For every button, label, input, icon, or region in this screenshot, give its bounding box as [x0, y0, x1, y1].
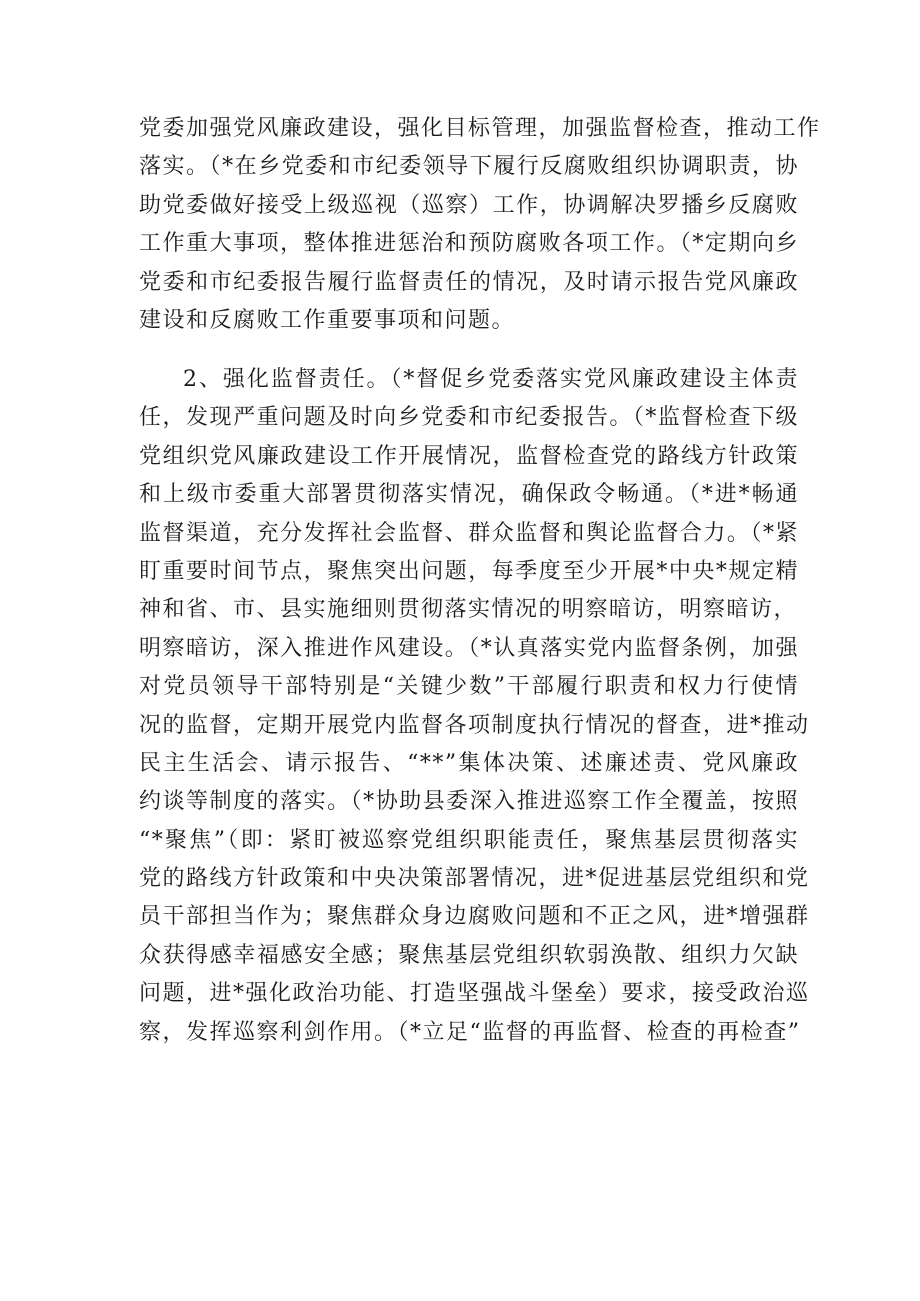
text-line: 况的监督，定期开展党内监督各项制度执行情况的督查，进*推动 — [139, 712, 810, 738]
text-line: 和上级市委重大部署贯彻落实情况，确保政令畅通。（*进*畅通 — [139, 482, 799, 508]
paragraph-2 — [139, 361, 810, 1052]
text-line: 助党委做好接受上级巡视（巡察）工作，协调解决罗播乡反腐败 — [139, 192, 799, 218]
text-line: 党组织党风廉政建设工作开展情况，监督检查党的路线方针政策 — [139, 443, 799, 469]
text-line: “*聚焦”（即：紧盯被巡察党组织职能责任，聚焦基层贯彻落实 — [139, 827, 799, 853]
text-line: 监督渠道，充分发挥社会监督、群众监督和舆论监督合力。（*紧 — [139, 520, 799, 546]
text-line: 员干部担当作为；聚焦群众身边腐败问题和不正之风，进*增强群 — [139, 904, 810, 930]
text-line: 民主生活会、请示报告、“**”集体决策、述廉述责、党风廉政 — [139, 750, 799, 776]
text-line: 建设和反腐败工作重要事项和问题。 — [139, 307, 516, 333]
text-line: 神和省、市、县实施细则贯彻落实情况的明察暗访，明察暗访， — [139, 597, 798, 623]
text-line: 党委加强党风廉政建设，强化目标管理，加强监督检查，推动工作 — [139, 116, 821, 141]
text-line: 任，发现严重问题及时向乡党委和市纪委报告。（*监督检查下级 — [139, 405, 799, 431]
paragraph-1 — [139, 110, 821, 340]
text-line: 问题，进*强化政治功能、打造坚强战斗堡垒）要求，接受政治巡 — [139, 981, 810, 1007]
text-line: 工作重大事项，整体推进惩治和预防腐败各项工作。（*定期向乡 — [139, 231, 799, 257]
text-line: 明察暗访，深入推进作风建设。（*认真落实党内监督条例，加强 — [139, 635, 799, 661]
text-line: 党委和市纪委报告履行监督责任的情况，及时请示报告党风廉政 — [139, 269, 799, 295]
text-line: 众获得感幸福感安全感；聚焦基层党组织软弱涣散、组织力欠缺 — [139, 942, 799, 968]
text-line: 盯重要时间节点，聚焦突出问题，每季度至少开展*中央*规定精 — [139, 558, 799, 584]
text-line: 约谈等制度的落实。（*协助县委深入推进巡察工作全覆盖，按照 — [139, 789, 799, 815]
text-line: 察，发挥巡察利剑作用。（*立足“监督的再监督、检查的再检查” — [139, 1019, 801, 1045]
text-line: 对党员领导干部特别是“关键少数”干部履行职责和权力行使情 — [139, 674, 799, 700]
text-line: 党的路线方针政策和中央决策部署情况，进*促进基层党组织和党 — [139, 866, 810, 892]
text-line: 2、强化监督责任。（*督促乡党委落实党风廉政建设主体责 — [183, 367, 799, 392]
text-line: 落实。（*在乡党委和市纪委领导下履行反腐败组织协调职责，协 — [139, 154, 799, 180]
